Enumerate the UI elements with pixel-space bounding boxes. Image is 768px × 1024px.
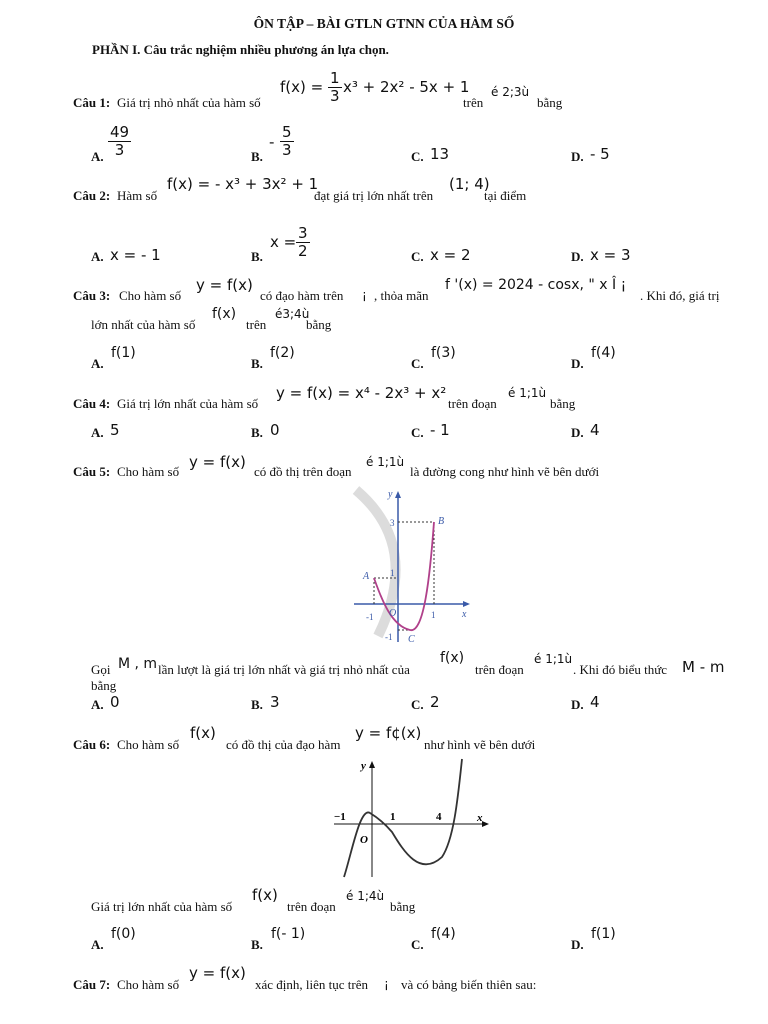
tick-label-x1: 1 bbox=[390, 811, 396, 823]
question-label: Câu 7: bbox=[73, 977, 111, 992]
option-c-value: f(4) bbox=[431, 926, 456, 942]
question-text-line2: Gọi bbox=[91, 662, 111, 677]
option-d-label: D. bbox=[571, 249, 584, 264]
question-text-line2: lớn nhất của hàm số bbox=[91, 317, 196, 332]
question-text: Cho hàm số bbox=[117, 737, 180, 752]
page-title: ÔN TẬP – BÀI GTLN GTNN CỦA HÀM SỐ bbox=[253, 16, 515, 31]
question-text-line2c: . Khi đó biểu thức bbox=[573, 662, 668, 677]
option-c-value: f(3) bbox=[431, 345, 456, 361]
function-formula: f(x) = - x³ + 3x² + 1 bbox=[167, 175, 319, 193]
option-a-label: A. bbox=[91, 249, 104, 264]
option-d-value: 4 bbox=[590, 693, 600, 711]
option-d-label: D. bbox=[571, 356, 584, 371]
y-arrow-icon bbox=[395, 491, 401, 498]
tail-text: tại điểm bbox=[484, 188, 527, 203]
option-c-value: x = 2 bbox=[430, 246, 471, 264]
x-axis-label: x bbox=[477, 812, 483, 824]
y-axis-label: y bbox=[388, 489, 393, 500]
tail-text: bằng bbox=[537, 95, 563, 110]
on-text: trên bbox=[246, 317, 267, 332]
tail-text: bằng bbox=[306, 317, 332, 332]
question-text-3: như hình vẽ bên dưới bbox=[424, 737, 536, 752]
option-d-value: - 5 bbox=[590, 145, 610, 163]
tail-text: bằng bbox=[91, 678, 117, 693]
option-a-value: x = - 1 bbox=[110, 246, 161, 264]
option-a-value: $\frac{49}{3}$ bbox=[110, 123, 130, 159]
option-b-value: f(2) bbox=[270, 345, 295, 361]
option-c-label: C. bbox=[411, 249, 424, 264]
tick-label-x4: 4 bbox=[436, 811, 442, 823]
option-b-value: 3 bbox=[270, 693, 280, 711]
question-text-mid: đạt giá trị lớn nhất trên bbox=[314, 188, 434, 203]
option-c-value: - 1 bbox=[430, 421, 450, 439]
real-set-symbol: ¡ bbox=[362, 288, 367, 302]
option-b-value: $\frac{3}{2}$ bbox=[298, 224, 308, 260]
function-formula: y = f(x) bbox=[189, 964, 246, 982]
option-d-value: 4 bbox=[590, 421, 600, 439]
question-label: Câu 5: bbox=[73, 464, 111, 479]
option-d-value: x = 3 bbox=[590, 246, 631, 264]
question-text-3: và có bảng biến thiên sau: bbox=[401, 977, 537, 992]
origin-label: O bbox=[360, 834, 368, 846]
on-text: trên đoạn bbox=[475, 662, 524, 677]
option-d-label: D. bbox=[571, 149, 584, 164]
tick-label-x1: 1 bbox=[431, 610, 436, 620]
interval: é 1;1ù bbox=[534, 652, 573, 666]
expression: M - m bbox=[682, 658, 725, 676]
interval: (1; 4) bbox=[449, 175, 490, 193]
point-a-label: A bbox=[363, 571, 370, 582]
question-text-4: . Khi đó, giá trị bbox=[640, 288, 720, 303]
function-name: f(x) bbox=[212, 306, 237, 322]
on-text: trên bbox=[463, 95, 484, 110]
option-c-label: C. bbox=[411, 697, 424, 712]
point-c-label: C bbox=[408, 634, 415, 645]
option-a-label: A. bbox=[91, 425, 104, 440]
option-b-value: $\frac{5}{3}$ bbox=[282, 123, 292, 159]
derivative-condition: f '(x) = 2024 - cosx, " x Î ¡ bbox=[445, 277, 627, 293]
interval: é 2;3ù bbox=[491, 85, 530, 99]
tick-label-y1: 1 bbox=[390, 568, 395, 578]
y-arrow-icon bbox=[369, 761, 375, 768]
interval: é 1;1ù bbox=[508, 386, 547, 400]
option-c-label: C. bbox=[411, 149, 424, 164]
option-d-label: D. bbox=[571, 937, 584, 952]
option-c-label: C. bbox=[411, 425, 424, 440]
derivative-formula: y = f¢(x) bbox=[355, 724, 422, 742]
tick-label-xm1: -1 bbox=[366, 612, 374, 622]
function-name: f(x) bbox=[440, 650, 465, 666]
fraction: $\frac{1}{3}$ bbox=[330, 69, 340, 105]
option-b-label: B. bbox=[251, 697, 263, 712]
option-a-value: 5 bbox=[110, 421, 120, 439]
x-axis-label: x bbox=[462, 609, 467, 620]
option-a-label: A. bbox=[91, 149, 104, 164]
option-a-label: A. bbox=[91, 697, 104, 712]
function-formula: y = f(x) bbox=[196, 276, 253, 294]
question-label: Câu 3: bbox=[73, 288, 111, 303]
function-name: f(x) bbox=[252, 886, 278, 904]
question-label: Câu 2: bbox=[73, 188, 111, 203]
x-arrow-icon bbox=[463, 601, 470, 607]
option-b-label: B. bbox=[251, 937, 263, 952]
option-c-label: C. bbox=[411, 356, 424, 371]
option-b-label: B. bbox=[251, 425, 263, 440]
function-graph bbox=[352, 486, 476, 646]
option-b-label: B. bbox=[251, 149, 263, 164]
option-c-value: 2 bbox=[430, 693, 440, 711]
option-d-value: f(4) bbox=[591, 345, 616, 361]
tick-label-y3: 3 bbox=[390, 518, 395, 528]
question-text-3: , thỏa mãn bbox=[374, 288, 429, 303]
derivative-curve bbox=[344, 759, 462, 877]
option-b-lhs: x = bbox=[270, 233, 297, 251]
option-d-value: f(1) bbox=[591, 926, 616, 942]
minus-sign: - bbox=[269, 133, 275, 151]
question-text-2: có đồ thị trên đoạn bbox=[254, 464, 352, 479]
option-c-label: C. bbox=[411, 937, 424, 952]
option-a-value: f(1) bbox=[111, 345, 136, 361]
tick-label-ym1: -1 bbox=[385, 632, 393, 642]
option-a-value: f(0) bbox=[111, 926, 136, 942]
interval: é3;4ù bbox=[275, 307, 310, 321]
question-text-3: là đường cong như hình vẽ bên dưới bbox=[410, 464, 600, 479]
option-b-label: B. bbox=[251, 356, 263, 371]
interval: é 1;1ù bbox=[366, 455, 405, 469]
question-text: Hàm số bbox=[117, 188, 158, 203]
question-label: Câu 6: bbox=[73, 737, 111, 752]
option-a-label: A. bbox=[91, 356, 104, 371]
question-label: Câu 1: bbox=[73, 95, 111, 110]
option-a-value: 0 bbox=[110, 693, 120, 711]
section-heading: PHẦN I. Câu trắc nghiệm nhiều phương án lựa chọn. bbox=[92, 42, 389, 57]
question-text-2: có đạo hàm trên bbox=[260, 288, 344, 303]
option-b-label: B. bbox=[251, 249, 263, 264]
function-name: f(x) bbox=[190, 724, 216, 742]
point-b-label: B bbox=[438, 516, 445, 527]
option-d-label: D. bbox=[571, 697, 584, 712]
tail-text: bằng bbox=[390, 899, 416, 914]
tail-text: bằng bbox=[550, 396, 576, 411]
question-label: Câu 4: bbox=[73, 396, 111, 411]
question-text: Giá trị nhỏ nhất của hàm số bbox=[117, 95, 261, 110]
question-text: Cho hàm số bbox=[117, 464, 180, 479]
question-text: Giá trị lớn nhất của hàm số bbox=[117, 396, 259, 411]
function-rhs: x³ + 2x² - 5x + 1 bbox=[343, 78, 470, 96]
on-text: trên đoạn bbox=[287, 899, 336, 914]
function-formula: y = f(x) bbox=[189, 453, 246, 471]
tick-label-xm1: −1 bbox=[334, 811, 346, 823]
y-axis-label: y bbox=[361, 760, 366, 772]
question-text-2: xác định, liên tục trên bbox=[255, 977, 368, 992]
derivative-graph bbox=[332, 757, 492, 879]
max-min-symbols: M , m bbox=[118, 656, 158, 672]
question-text-line2b: lần lượt là giá trị lớn nhất và giá trị nhỏ nhất của bbox=[158, 662, 410, 677]
real-set-symbol: ¡ bbox=[384, 977, 389, 991]
x-arrow-icon bbox=[482, 821, 489, 827]
function-lhs: f(x) = bbox=[280, 78, 324, 96]
option-b-value: f(- 1) bbox=[271, 926, 306, 942]
question-text-line2: Giá trị lớn nhất của hàm số bbox=[91, 899, 233, 914]
interval: é 1;4ù bbox=[346, 889, 385, 903]
question-text-2: có đồ thị của đạo hàm bbox=[226, 737, 341, 752]
on-text: trên đoạn bbox=[448, 396, 497, 411]
question-text: Cho hàm số bbox=[119, 288, 182, 303]
option-a-label: A. bbox=[91, 937, 104, 952]
option-c-value: 13 bbox=[430, 145, 450, 163]
option-b-value: 0 bbox=[270, 421, 280, 439]
option-d-label: D. bbox=[571, 425, 584, 440]
origin-label: O bbox=[389, 608, 397, 619]
function-formula: y = f(x) = x⁴ - 2x³ + x² bbox=[276, 384, 447, 402]
question-text: Cho hàm số bbox=[117, 977, 180, 992]
